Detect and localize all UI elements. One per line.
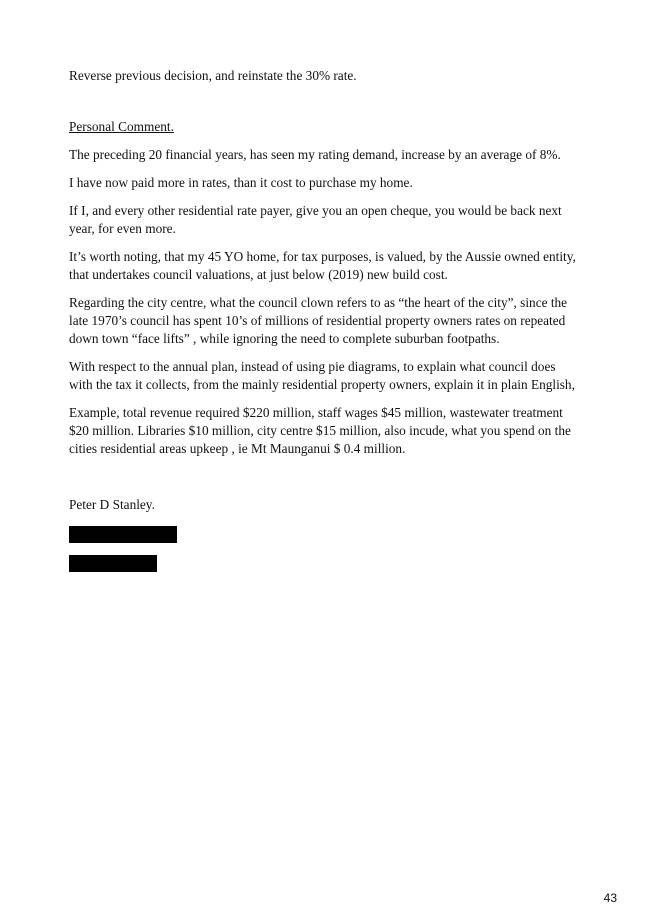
paragraph-rates-paid: I have now paid more in rates, than it cost to purchase my home.	[69, 175, 413, 190]
signature-name: Peter D Stanley.	[69, 497, 155, 512]
redaction-block	[69, 555, 157, 572]
paragraph-open-cheque: If I, and every other residential rate payer, give you an open cheque, you would be back next year, for even more.	[69, 203, 562, 236]
paragraph-example-budget: Example, total revenue required $220 million, staff wages $45 million, wastewater treatment $20 million. Libraries $10 million, city centre $15 million, also incude, what you spend on the cities residential areas upkeep , ie Mt Maunganui $ 0.4 million.	[69, 405, 571, 456]
paragraph-rating-increase: The preceding 20 financial years, has seen my rating demand, increase by an average of 8%.	[69, 147, 561, 162]
document-body	[69, 67, 579, 572]
paragraph-home-valuation: It’s worth noting, that my 45 YO home, for tax purposes, is valued, by the Aussie owned entity, that undertakes council valuations, at just below (2019) new build cost.	[69, 249, 576, 282]
page-number: 43	[603, 891, 617, 905]
section-heading: Personal Comment.	[69, 119, 174, 134]
intro-line: Reverse previous decision, and reinstate the 30% rate.	[69, 68, 357, 83]
paragraph-annual-plan: With respect to the annual plan, instead of using pie diagrams, to explain what council does with the tax it collects, from the mainly residential property owners, explain it in plain English,	[69, 359, 575, 392]
redaction-block	[69, 526, 177, 543]
paragraph-city-centre: Regarding the city centre, what the council clown refers to as “the heart of the city”, since the late 1970’s council has spent 10’s of millions of residential property owners rates on repeated down town “face lifts” , while ignoring the need to complete suburban footpaths.	[69, 295, 568, 346]
